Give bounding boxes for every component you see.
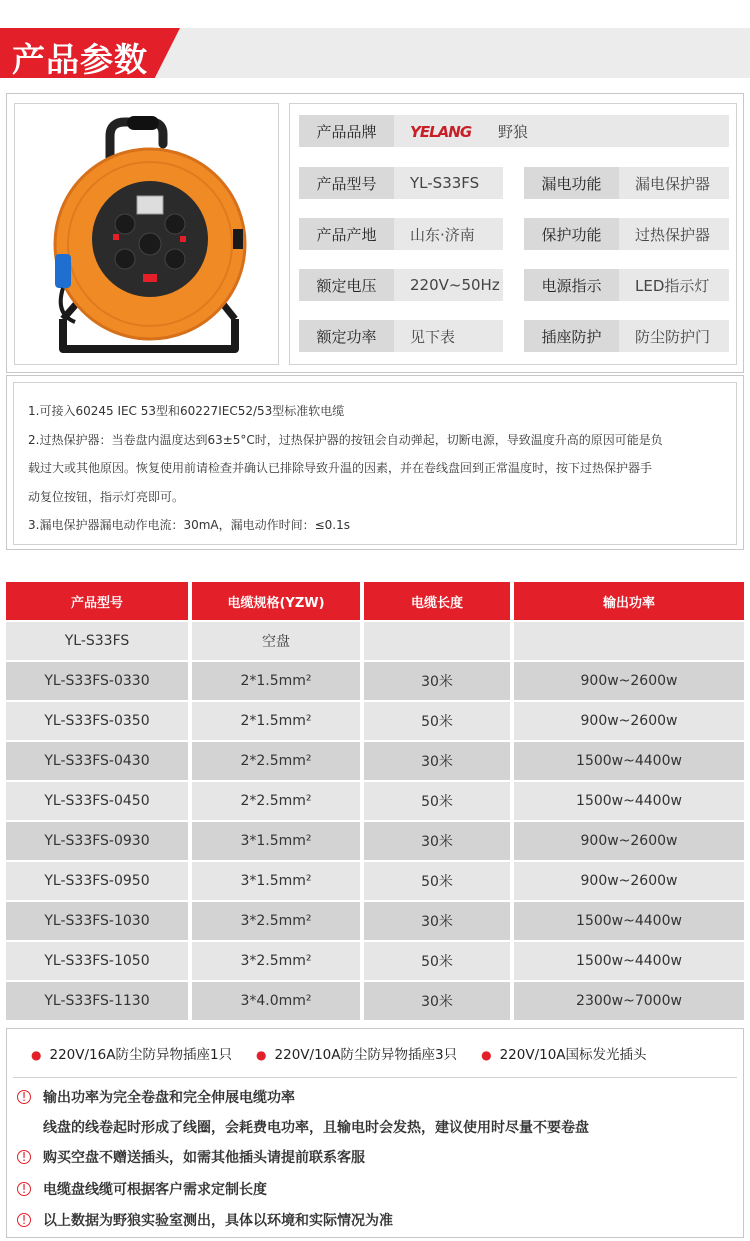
warning-icon: !: [17, 1150, 31, 1164]
table-cell: 2*1.5mm²: [192, 702, 360, 740]
origin-label: 产品产地: [299, 218, 394, 250]
power-label: 额定功率: [299, 320, 394, 352]
warning-icon: !: [17, 1090, 31, 1104]
table-cell: YL-S33FS-0950: [6, 862, 188, 900]
warning-item: ! 输出功率为完全卷盘和完全伸展电缆功率: [17, 1087, 295, 1107]
feature-item: ● 220V/10A防尘防异物插座3只: [256, 1047, 458, 1063]
warning-icon: !: [17, 1213, 31, 1227]
table-cell: 3*4.0mm²: [192, 982, 360, 1020]
voltage-value: 220V~50Hz: [410, 276, 500, 294]
column-header: 产品型号: [6, 582, 188, 620]
table-cell: 1500w~4400w: [514, 782, 744, 820]
table-row: [6, 742, 744, 780]
power-value: 见下表: [410, 327, 456, 346]
table-cell: 30米: [364, 902, 510, 940]
spec-row-voltage: [299, 269, 503, 301]
table-cell: [514, 622, 744, 660]
column-header: 电缆长度: [364, 582, 510, 620]
table-cell: YL-S33FS-1050: [6, 942, 188, 980]
column-header: 输出功率: [514, 582, 744, 620]
spec-panel: [289, 103, 737, 365]
origin-value: 山东·济南: [410, 225, 475, 244]
red-dot-icon: ●: [481, 1048, 492, 1062]
leak-value: 漏电保护器: [635, 174, 711, 193]
table-cell: 30米: [364, 982, 510, 1020]
warning-item-continued: 线盘的线卷起时形成了线圈，会耗费电功率，且输电时会发热，建议使用时尽量不要卷盘: [43, 1120, 589, 1136]
feature-list: [7, 1043, 745, 1063]
protect-label: 保护功能: [524, 218, 619, 250]
table-row: [6, 702, 744, 740]
indicator-value: LED指示灯: [635, 276, 710, 295]
feature-item: ● 220V/10A国标发光插头: [481, 1047, 647, 1063]
spec-row-indicator: [524, 269, 729, 301]
table-cell: YL-S33FS-1030: [6, 902, 188, 940]
table-cell: 50米: [364, 942, 510, 980]
brand-value: 野狼: [497, 122, 528, 141]
note-line: 动复位按钮，指示灯亮即可。: [28, 489, 185, 504]
model-label: 产品型号: [299, 167, 394, 199]
table-cell: YL-S33FS-0930: [6, 822, 188, 860]
section-title: 产品参数: [12, 40, 148, 79]
table-header-row: [6, 582, 744, 620]
table-row: [6, 622, 744, 660]
table-cell: 50米: [364, 862, 510, 900]
table-cell: 3*2.5mm²: [192, 902, 360, 940]
spec-row-power: [299, 320, 503, 352]
table-cell: 2300w~7000w: [514, 982, 744, 1020]
notes-text: [13, 382, 737, 545]
indicator-label: 电源指示: [524, 269, 619, 301]
table-cell: 1500w~4400w: [514, 742, 744, 780]
brand-label: 产品品牌: [299, 115, 394, 147]
table-cell: YL-S33FS-0350: [6, 702, 188, 740]
table-row: [6, 662, 744, 700]
red-dot-icon: ●: [256, 1048, 267, 1062]
feature-item: ● 220V/16A防尘防异物插座1只: [31, 1047, 233, 1063]
table-row: [6, 782, 744, 820]
red-dot-icon: ●: [31, 1048, 42, 1062]
note-line: 1.可接入60245 IEC 53型和60227IEC52/53型标准软电缆: [28, 404, 345, 418]
table-cell: YL-S33FS-0330: [6, 662, 188, 700]
table-cell: 空盘: [192, 622, 360, 660]
spec-row-origin: [299, 218, 503, 250]
warning-item: ! 以上数据为野狼实验室测出，具体以环境和实际情况为准: [17, 1210, 393, 1230]
table-cell: 3*1.5mm²: [192, 822, 360, 860]
leak-label: 漏电功能: [524, 167, 619, 199]
table-cell: 2*1.5mm²: [192, 662, 360, 700]
note-line: 载过大或其他原因。恢复使用前请检查并确认已排除导致升温的因素，并在卷线盘回到正常温度时，按下过热保护器手: [28, 461, 653, 475]
divider: [13, 1077, 737, 1078]
warning-item: ! 购买空盘不赠送插头，如需其他插头请提前联系客服: [17, 1147, 365, 1167]
cable-reel-image: [15, 104, 278, 364]
socket-label: 插座防护: [524, 320, 619, 352]
table-cell: 50米: [364, 782, 510, 820]
notice-box: [6, 1028, 744, 1238]
spec-row-protect: [524, 218, 729, 250]
warning-item: ! 电缆盘线缆可根据客户需求定制长度: [17, 1179, 267, 1199]
model-value: YL-S33FS: [410, 174, 480, 192]
protect-value: 过热保护器: [635, 225, 711, 244]
table-row: [6, 902, 744, 940]
table-cell: 900w~2600w: [514, 662, 744, 700]
product-info-box: [6, 93, 744, 373]
table-cell: 3*2.5mm²: [192, 942, 360, 980]
table-cell: [364, 622, 510, 660]
table-cell: 900w~2600w: [514, 862, 744, 900]
table-cell: YL-S33FS-1130: [6, 982, 188, 1020]
table-cell: YL-S33FS-0430: [6, 742, 188, 780]
table-cell: 900w~2600w: [514, 822, 744, 860]
table-cell: YL-S33FS: [6, 622, 188, 660]
table-cell: 30米: [364, 822, 510, 860]
voltage-label: 额定电压: [299, 269, 394, 301]
table-row: [6, 862, 744, 900]
table-cell: 900w~2600w: [514, 702, 744, 740]
table-cell: YL-S33FS-0450: [6, 782, 188, 820]
notes-box: [6, 375, 744, 550]
table-cell: 2*2.5mm²: [192, 782, 360, 820]
note-line: 3.漏电保护器漏电动作电流：30mA，漏电动作时间：≤0.1s: [28, 518, 351, 532]
table-row: [6, 942, 744, 980]
column-header: 电缆规格(YZW): [192, 582, 360, 620]
table-cell: 1500w~4400w: [514, 942, 744, 980]
socket-value: 防尘防护门: [635, 327, 711, 346]
table-cell: 2*2.5mm²: [192, 742, 360, 780]
product-image: [14, 103, 279, 365]
table-cell: 1500w~4400w: [514, 902, 744, 940]
section-header: [0, 28, 750, 78]
brand-value-cell: [394, 121, 729, 142]
brand-logo: YELANG: [410, 122, 472, 141]
table-cell: 50米: [364, 702, 510, 740]
spec-row-leak: [524, 167, 729, 199]
spec-row-brand: [299, 115, 729, 147]
table-row: [6, 982, 744, 1020]
table-cell: 30米: [364, 742, 510, 780]
table-cell: 3*1.5mm²: [192, 862, 360, 900]
spec-row-model: [299, 167, 503, 199]
spec-row-socket: [524, 320, 729, 352]
warning-icon: !: [17, 1182, 31, 1196]
table-row: [6, 822, 744, 860]
note-line: 2.过热保护器：当卷盘内温度达到63±5°C时，过热保护器的按钮会自动弹起，切断电源，导致温度升高的原因可能是负: [28, 432, 663, 447]
table-cell: 30米: [364, 662, 510, 700]
